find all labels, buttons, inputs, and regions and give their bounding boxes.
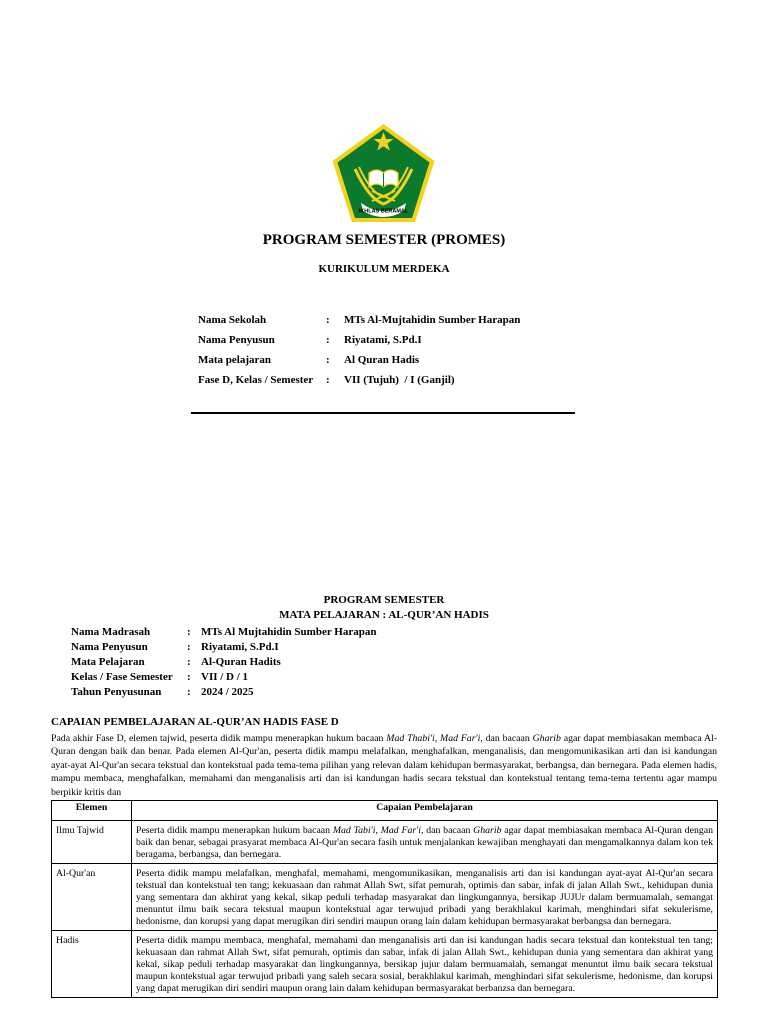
capaian-cell: Peserta didik mampu membaca, menghafal, memahami dan menganalisis arti dan isi kandungan hadis secara tekstual dan kontekstual ten tang; kekuasaan dan rahmat Allah Swt, sifat pemurah, optimis dan sabar, infak di jalan Allah Swt., kehidupan dunia yang sementara dan akhirat yang kekal, sikap peduli terhadap masyarakat dan lingkungannya, bersikap jujur dalam bermuamalah, semangat menuntut ilmu baik secara tekstual maupun kontekstual agar terwujud pribadi yang saleh secara sosial, berakhlakul karimah, menghindari sifat sekulerisme, hedonisme, dan korupsi yang dapat merugikan diri sendiri maupun orang lain dalam kehidupan bermasyarakat berbanzsa dan bernegara. — [132, 931, 718, 998]
identity-label: Nama Madrasah — [71, 626, 151, 638]
kemenag-logo — [331, 123, 436, 225]
identity-row — [71, 670, 376, 685]
table-row — [52, 864, 718, 931]
identity-row — [71, 640, 376, 655]
identity-colon: : — [187, 671, 191, 683]
identity-colon: : — [187, 656, 191, 668]
cell-text: Peserta didik mampu menerapkan hukum bacaan — [136, 825, 333, 836]
identity-row — [198, 333, 520, 353]
page-subtitle: KURIKULUM MERDEKA — [318, 263, 450, 275]
identity-row — [198, 373, 520, 393]
table-row — [52, 931, 718, 998]
logo-motto: IKHLAS BERAMAL — [358, 208, 409, 215]
section-title: PROGRAM SEMESTER — [323, 594, 445, 606]
identity-row — [198, 313, 520, 333]
section-subtitle: MATA PELAJARAN : AL-QUR’AN HADIS — [279, 609, 489, 621]
term-gharib: Gharib — [473, 825, 502, 836]
page-title: PROGRAM SEMESTER (PROMES) — [262, 232, 506, 248]
identity-label: Nama Penyusun — [198, 334, 275, 346]
identity-row — [71, 625, 376, 640]
table-header-row — [52, 801, 718, 821]
term-mad-fari: Mad Far'i — [440, 733, 481, 744]
identity-label: Kelas / Fase Semester — [71, 671, 173, 683]
identity-value: VII / D / 1 — [201, 671, 249, 683]
paragraph-text: , dan bacaan — [480, 733, 533, 744]
cell-text: agar dapat membiasakan membaca Al-Quran dengan baik dan benar, sebagai prasyarat membaca Al-Qur'an secara fasih untuk menjalankan kewajiban menghayati dan mengamalkannya dalam kon tek beragama, berbangsa, dan bernegara. — [136, 825, 713, 860]
identity-colon: : — [326, 354, 330, 366]
identity-row — [71, 655, 376, 670]
identity-label: Nama Penyusun — [71, 641, 148, 653]
identity-colon: : — [326, 314, 330, 326]
elemen-cell: Hadis — [52, 931, 132, 998]
identity-label: Tahun Penyusunan — [71, 686, 162, 698]
identity-row — [71, 685, 376, 700]
identity-label: Mata Pelajaran — [71, 656, 145, 668]
capaian-heading: CAPAIAN PEMBELAJARAN AL-QUR’AN HADIS FASE D — [51, 716, 339, 728]
identity-label: Fase D, Kelas / Semester — [198, 374, 314, 386]
term-mad-tabii: Mad Tabi'i, Mad Far'i, — [332, 825, 424, 836]
identity-colon: : — [187, 686, 191, 698]
identity-row — [198, 353, 520, 373]
identity-colon: : — [187, 641, 191, 653]
identity-value: Riyatami, S.Pd.I — [344, 334, 422, 346]
identity-value: 2024 / 2025 — [201, 686, 254, 698]
elemen-cell: Al-Qur'an — [52, 864, 132, 931]
identity-value: MTs Al Mujtahidin Sumber Harapan — [201, 626, 377, 638]
column-header-elemen: Elemen — [52, 801, 132, 821]
elemen-cell: Ilmu Tajwid — [52, 821, 132, 864]
table-row — [52, 821, 718, 864]
cell-text: dan bacaan — [423, 825, 474, 836]
program-identity-list — [71, 625, 376, 700]
capaian-cell: Peserta didik mampu melafalkan, menghafal, memahami, mengomunikasikan, menganalisis arti dan isi kandungan ayat-ayat Al-Qur'an secara tekstual dan kontekstual ten tang; kekuasaan dan rahmat Allah Swt, sifat pemurah, optimis dan sabar, infak di jalan Allah Swt., kehidupan dunia yang sementara dan akhirat yang kekal, sikap peduli terhadap masyarakat dan lingkungannya, bersikap JUJUr dalam bermuamalah, semangat menuntut ilmu baik secara tekstual maupun kontekstual agar terwujud pribadi yang berakhlakul karimah, menghindari sifat sekulerisme, hedonisme, dan korupsi yang dapat merugikan diri sendiri maupun orang lain dalam kehidupan bermasyarakat berbangsa dan bernegara. — [132, 864, 718, 931]
identity-colon: : — [326, 334, 330, 346]
identity-value: VII (Tujuh) / I (Ganjil) — [344, 374, 455, 386]
capaian-table — [51, 800, 718, 998]
identity-label: Mata pelajaran — [198, 354, 272, 366]
cover-identity-list — [198, 313, 520, 393]
identity-value: Riyatami, S.Pd.I — [201, 641, 279, 653]
capaian-cell — [132, 821, 718, 864]
identity-colon: : — [326, 374, 330, 386]
capaian-paragraph — [51, 732, 717, 799]
identity-colon: : — [187, 626, 191, 638]
term-mad-thabii: Mad Thabi'i — [386, 733, 435, 744]
term-gharib: Gharib — [532, 733, 561, 744]
paragraph-text: agar dapat membiasakan membaca Al-Quran dengan baik dan benar. Pada elemen Al-Qur'an, peserta didik mampu melafalkan, menghafalkan, menganalisis, dan mengomunikasikan arti dan isi kandungan ayat-ayat Al-Qur'an secara tekstual dan kontekstual pada tema-tema pilihan yang relevan dalam kehidupan bermasyarakat, berbangsa, dan bernegara. Pada elemen hadis, mampu membaca, menghafalkan, memahami dan menganalisis arti dan isi kandungan hadis secara tekstual dan kontekstual tentang tema-tema tertentu agar mampu berpikir kritis dan — [51, 733, 718, 798]
identity-value: Al Quran Hadis — [344, 354, 420, 366]
paragraph-text: , — [434, 733, 441, 744]
identity-label: Nama Sekolah — [198, 314, 267, 326]
divider-line — [191, 412, 575, 414]
identity-value: Al-Quran Hadits — [201, 656, 281, 668]
identity-value: MTs Al-Mujtahidin Sumber Harapan — [344, 314, 521, 326]
column-header-capaian: Capaian Pembelajaran — [132, 801, 718, 821]
paragraph-text: Pada akhir Fase D, elemen tajwid, peserta didik mampu menerapkan hukum bacaan — [51, 733, 387, 744]
